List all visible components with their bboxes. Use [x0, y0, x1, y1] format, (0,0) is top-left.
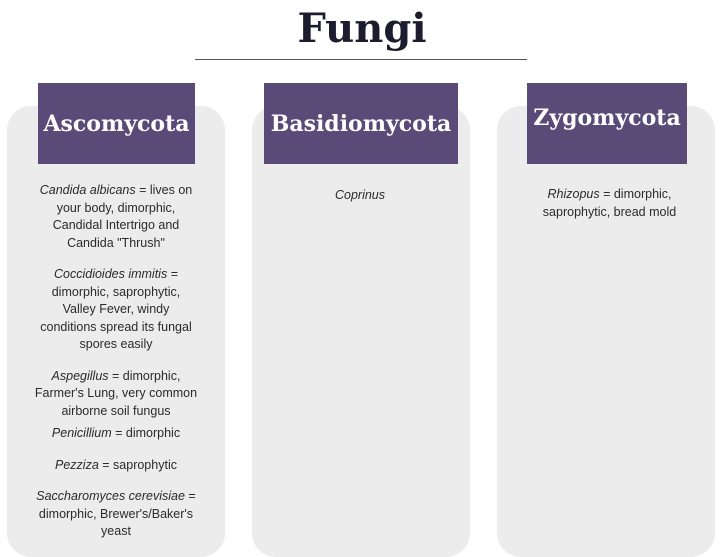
genus-description: = dimorphic, Farmer's Lung, very common airborne soil fungus: [34, 368, 198, 418]
diagram-title: Fungi: [297, 5, 427, 52]
list-item: [527, 186, 692, 221]
list-item: [34, 488, 198, 541]
list-item: [34, 368, 198, 421]
basidiomycota-panel: [252, 106, 470, 557]
genus-name: Penicillium: [51, 426, 112, 440]
basidiomycota-header: Basidiomycota: [264, 83, 458, 164]
genus-description: = lives on your body, dimorphic, Candidal Intertrigo and Candida "Thrush": [52, 183, 193, 250]
ascomycota-header: Ascomycota: [38, 83, 195, 164]
zygomycota-header: Zygomycota: [527, 83, 687, 164]
title-underline: [195, 59, 527, 60]
ascomycota-items: [34, 182, 198, 541]
genus-description: = dimorphic: [111, 426, 181, 440]
genus-name: Saccharomyces cerevisiae: [36, 489, 185, 503]
list-item: [34, 182, 198, 252]
genus-description: = dimorphic, saprophytic, Valley Fever, windy conditions spread its fungal spores easily: [40, 267, 192, 351]
zygomycota-items: [527, 186, 692, 221]
genus-name: Rhizopus: [547, 187, 600, 201]
list-item: [34, 266, 198, 354]
genus-description: = dimorphic, Brewer's/Baker's yeast: [38, 489, 196, 538]
genus-name: Aspegillus: [51, 368, 109, 383]
list-item: [278, 187, 442, 205]
list-item: [34, 425, 198, 443]
genus-name: Candida albicans: [39, 183, 136, 197]
genus-name: Coprinus: [334, 188, 386, 202]
list-item: [34, 457, 198, 475]
genus-name: Coccidioides immitis: [53, 267, 168, 281]
basidiomycota-items: [278, 187, 442, 205]
genus-description: = saprophytic: [98, 457, 177, 472]
genus-name: Pezziza: [55, 457, 99, 472]
zygomycota-panel: [497, 106, 715, 557]
genus-description: = dimorphic, saprophytic, bread mold: [542, 187, 677, 219]
